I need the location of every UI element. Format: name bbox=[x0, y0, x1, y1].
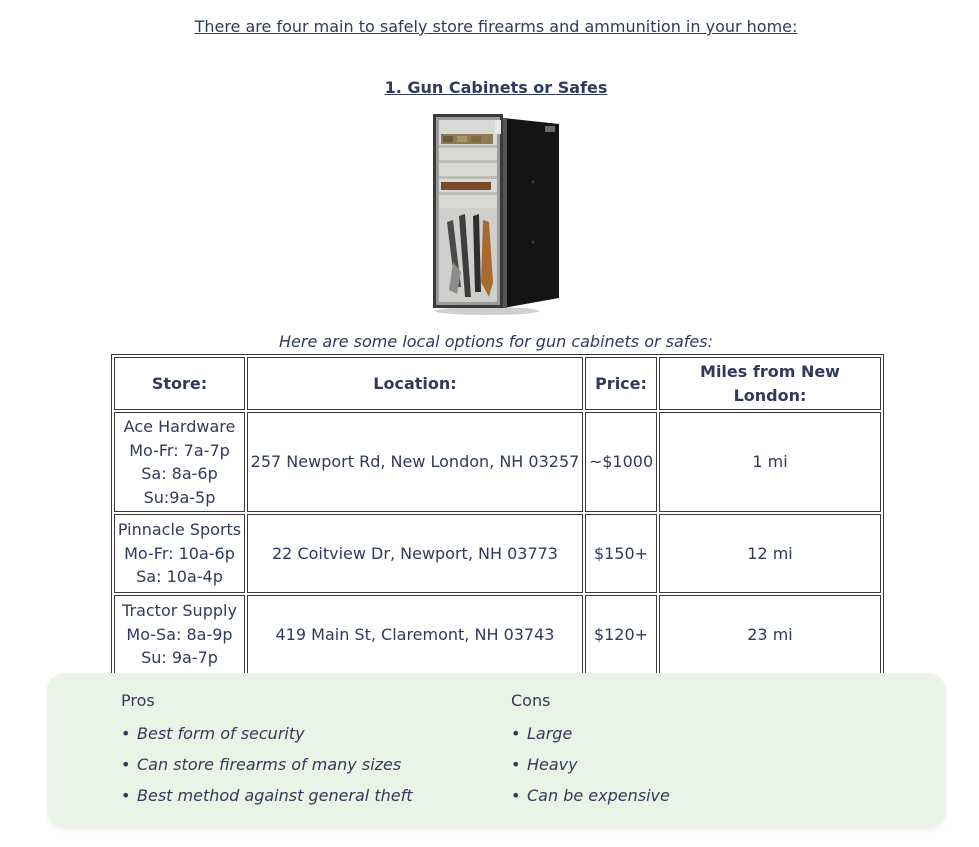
cons-list bbox=[511, 718, 670, 811]
store-hours: Sa: 8a-6p bbox=[141, 464, 218, 483]
header-store: Store: bbox=[114, 357, 245, 410]
store-cell bbox=[114, 514, 245, 593]
section-heading[interactable]: 1. Gun Cabinets or Safes bbox=[384, 78, 608, 97]
location-cell: 22 Coitview Dr, Newport, NH 03773 bbox=[247, 514, 583, 593]
store-cell bbox=[114, 412, 245, 512]
con-text: Can be expensive bbox=[527, 786, 670, 805]
store-hours: Su: 9a-7p bbox=[141, 648, 218, 668]
pros-column bbox=[121, 691, 413, 811]
location-cell: 419 Main St, Claremont, NH 03743 bbox=[247, 595, 583, 674]
header-miles: Miles from New London: bbox=[659, 357, 881, 410]
intro-link[interactable]: There are four main to safely store firearms and ammunition in your home: bbox=[194, 17, 798, 36]
pros-cons-box bbox=[47, 673, 946, 828]
list-item bbox=[511, 718, 670, 749]
price-cell: $120+ bbox=[585, 595, 657, 674]
store-cell bbox=[114, 595, 245, 674]
miles-cell: 23 mi bbox=[659, 595, 881, 674]
list-item bbox=[121, 780, 413, 811]
header-location: Location: bbox=[247, 357, 583, 410]
pros-list bbox=[121, 718, 413, 811]
list-item bbox=[511, 780, 670, 811]
gun-safe-image bbox=[425, 112, 565, 317]
list-item bbox=[511, 749, 670, 780]
store-hours: Su:9a-5p bbox=[143, 487, 216, 507]
con-text: Large bbox=[527, 724, 573, 743]
location-cell: 257 Newport Rd, New London, NH 03257 bbox=[247, 412, 583, 512]
table-header-row bbox=[114, 357, 881, 410]
miles-cell: 12 mi bbox=[659, 514, 881, 593]
pro-text: Can store firearms of many sizes bbox=[137, 755, 402, 774]
table-row bbox=[114, 514, 881, 593]
table-row bbox=[114, 412, 881, 512]
pro-text: Best form of security bbox=[137, 724, 305, 743]
list-item bbox=[121, 749, 413, 780]
miles-cell: 1 mi bbox=[659, 412, 881, 512]
bullet-icon: • bbox=[121, 755, 131, 774]
table-row bbox=[114, 595, 881, 674]
store-hours: Mo-Sa: 8a-9p bbox=[126, 624, 233, 644]
store-name: Pinnacle Sports bbox=[117, 520, 242, 540]
header-price: Price: bbox=[585, 357, 657, 410]
price-cell: ~$1000 bbox=[585, 412, 657, 512]
bullet-icon: • bbox=[511, 755, 521, 774]
store-hours: Mo-Fr: 10a-6p bbox=[124, 543, 235, 563]
bullet-icon: • bbox=[511, 786, 521, 805]
cons-column bbox=[511, 691, 670, 811]
bullet-icon: • bbox=[121, 724, 131, 743]
cons-title: Cons bbox=[511, 691, 551, 710]
bullet-icon: • bbox=[511, 724, 521, 743]
store-name: Ace Hardware bbox=[123, 417, 236, 436]
list-item bbox=[121, 718, 413, 749]
price-cell: $150+ bbox=[585, 514, 657, 593]
store-hours: Sa: 10a-4p bbox=[136, 567, 223, 587]
store-name: Tractor Supply bbox=[122, 601, 237, 621]
bullet-icon: • bbox=[121, 786, 131, 805]
pro-text: Best method against general theft bbox=[137, 786, 413, 805]
con-text: Heavy bbox=[527, 755, 578, 774]
table-caption: Here are some local options for gun cabinets or safes: bbox=[278, 332, 713, 351]
pros-title: Pros bbox=[121, 691, 155, 710]
store-hours: Mo-Fr: 7a-7p bbox=[129, 440, 230, 460]
stores-table bbox=[111, 354, 884, 677]
